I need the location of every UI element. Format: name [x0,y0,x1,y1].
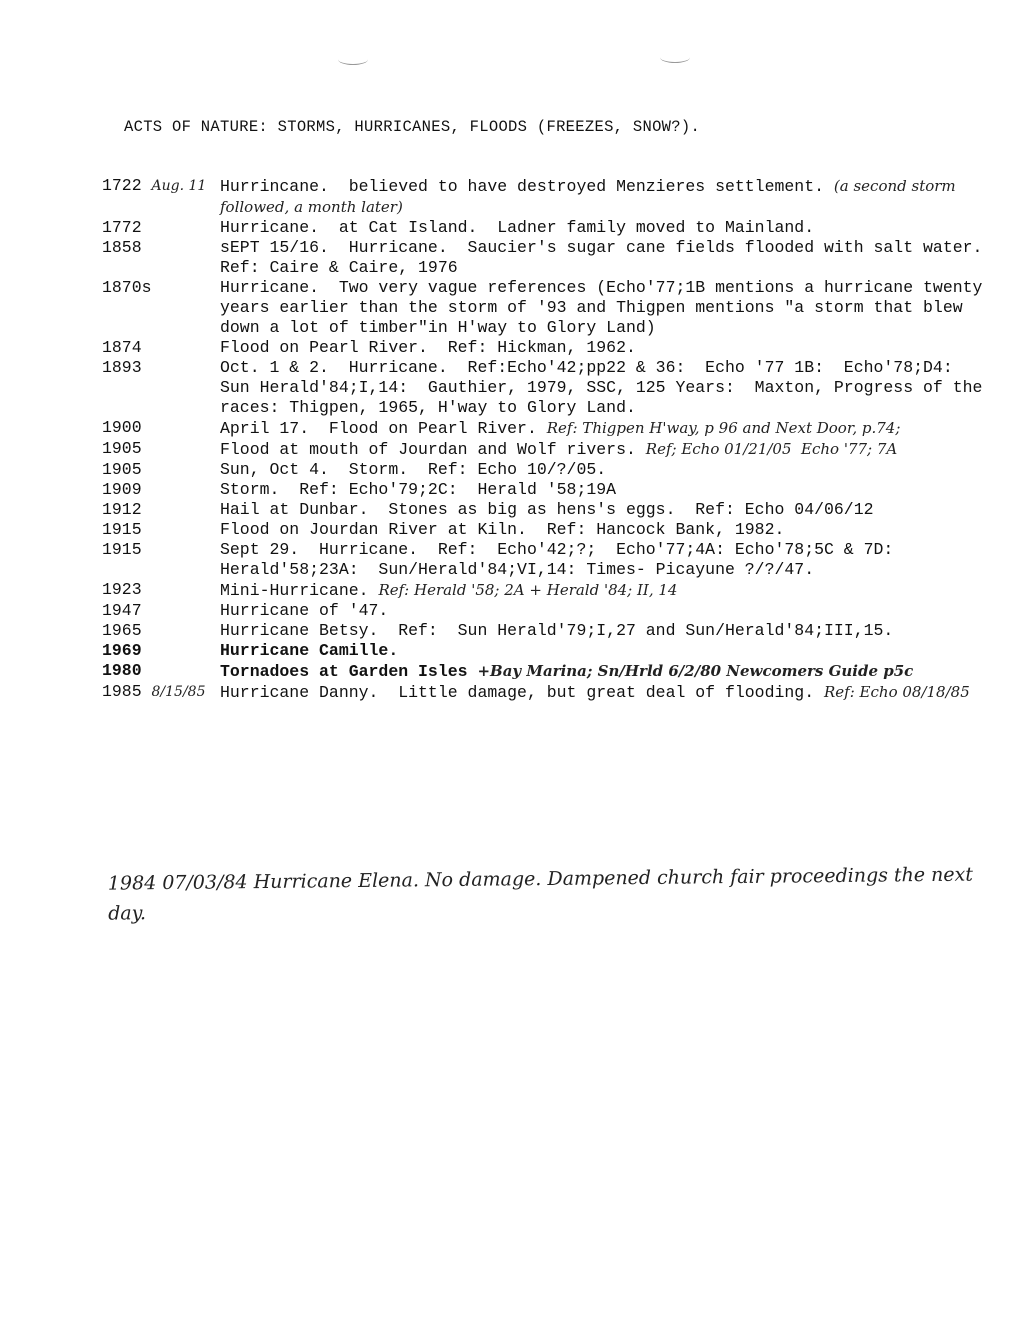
entry-row [102,418,1002,439]
entry-year-text: 1870s [102,278,152,297]
entry-row [102,176,1002,218]
entry-year-text: 1900 [102,418,142,437]
entry-text [220,418,1002,439]
entry-text [220,500,1002,520]
entry-year-handwritten: Aug. 11 [151,178,207,194]
entry-year [102,540,220,580]
entry-typed-text: Sept 29. Hurricane. Ref: Echo'42;?; Echo'77;4A: Echo'78;5C & 7D: Herald'58;23A: Sun/Herald'84;VI,14: Times- Picayune ?/?/47. [220,540,914,579]
entry-year [102,439,220,460]
entry-year [102,460,220,480]
entry-year-text: 1772 [102,218,142,237]
entry-typed-text: Hurricane. at Cat Island. Ladner family moved to Mainland. [220,218,815,237]
entry-handwritten-annotation: Ref; Echo 01/21/05 Echo '77; 7A [645,440,898,458]
entry-year [102,218,220,238]
entry-year-text: 1874 [102,338,142,357]
entry-typed-text: April 17. Flood on Pearl River. [220,419,537,438]
entry-year-text: 1909 [102,480,142,499]
entry-typed-text: Hurrincane. believed to have destroyed Menzieres settlement. [220,177,824,196]
entry-handwritten-annotation: Ref: Echo 08/18/85 [824,683,970,701]
entry-text [220,540,1002,580]
entry-year [102,621,220,641]
entry-year [102,418,220,439]
entry-row [102,218,1002,238]
entry-row [102,540,1002,580]
entry-year [102,480,220,500]
entry-year [102,601,220,621]
entry-typed-text: Sun, Oct 4. Storm. Ref: Echo 10/?/05. [220,460,607,479]
entry-year [102,238,220,278]
entry-text [220,520,1002,540]
entry-year-text: 1969 [102,641,142,660]
entry-typed-text: Hurricane Betsy. Ref: Sun Herald'79;I,27 and Sun/Herald'84;III,15. [220,621,894,640]
entry-year [102,641,220,661]
entry-year-text: 1923 [102,580,142,599]
entry-year-text: 1858 [102,238,142,257]
page-title: ACTS OF NATURE: STORMS, HURRICANES, FLOODS (FREEZES, SNOW?). [124,118,701,136]
entry-typed-text: Flood on Pearl River. Ref: Hickman, 1962. [220,338,636,357]
entry-year [102,358,220,418]
entry-year [102,520,220,540]
entry-row [102,278,1002,338]
entry-typed-text: Flood on Jourdan River at Kiln. Ref: Hancock Bank, 1982. [220,520,785,539]
entry-text [220,238,1002,278]
entry-typed-text: Flood at mouth of Jourdan and Wolf rivers. [220,440,636,459]
entry-row [102,641,1002,661]
entry-year-text: 1915 [102,520,142,539]
entry-text [220,358,1002,418]
scan-mark [338,54,368,65]
entry-row [102,480,1002,500]
entry-row [102,358,1002,418]
entry-year-text: 1905 [102,460,142,479]
entry-typed-text: Mini-Hurricane. [220,581,369,600]
entry-year-text: 1947 [102,601,142,620]
entry-typed-text: Oct. 1 & 2. Hurricane. Ref:Echo'42;pp22 & 36: Echo '77 1B: Echo'78;D4: Sun Herald'84;I,14: Gauthier, 1979, SSC, 125 Years: Maxton, Progress of the races: Thigpen, 1965, H'way to Glory Land. [220,358,993,417]
entry-row [102,621,1002,641]
entry-row [102,460,1002,480]
entry-handwritten-annotation: Ref: Thigpen H'way, p 96 and Next Door, p.74; [546,419,901,437]
entry-year [102,176,220,218]
entry-year-text: 1980 [102,661,142,680]
entry-typed-text: Hurricane Danny. Little damage, but great deal of flooding. [220,683,815,702]
entry-list [102,176,1002,703]
entry-row [102,238,1002,278]
entry-text [220,641,1002,661]
entry-text [220,176,1002,218]
entry-text [220,439,1002,460]
entry-text [220,661,1002,682]
entry-typed-text: sEPT 15/16. Hurricane. Saucier's sugar cane fields flooded with salt water. Ref: Caire & Caire, 1976 [220,238,1003,277]
entry-year-text: 1912 [102,500,142,519]
entry-handwritten-annotation: Ref: Herald '58; 2A + Herald '84; II, 14 [378,581,678,599]
entry-year [102,500,220,520]
entry-row [102,520,1002,540]
entry-year-handwritten: 8/15/85 [151,684,206,700]
entry-year-text: 1905 [102,439,142,458]
entry-typed-text: Storm. Ref: Echo'79;2C: Herald '58;19A [220,480,617,499]
entry-year-text: 1893 [102,358,142,377]
entry-year [102,278,220,338]
entry-year [102,682,220,703]
entry-typed-text: Hurricane Camille. [220,641,399,660]
entry-row [102,580,1002,601]
entry-typed-text: Hurricane. Two very vague references (Echo'77;1B mentions a hurricane twenty years earlier than the storm of '93 and Thigpen mentions "a storm that blew down a lot of timber"in H'way to Glory Land) [220,278,993,337]
entry-typed-text: Tornadoes at Garden Isles [220,662,468,681]
entry-year-text: 1965 [102,621,142,640]
entry-year-text: 1985 [102,682,142,701]
handwritten-note: 1984 07/03/84 Hurricane Elena. No damage. Dampened church fair proceedings the next day. [107,863,974,925]
entry-year-text: 1915 [102,540,142,559]
entry-handwritten-annotation: +Bay Marina; Sn/Hrld 6/2/80 Newcomers Guide p5c [477,662,914,680]
scan-mark [660,52,690,63]
entry-row [102,439,1002,460]
entry-row [102,338,1002,358]
entry-year-text: 1722 [102,176,142,195]
entry-row [102,601,1002,621]
entry-year [102,580,220,601]
entry-typed-text: Hail at Dunbar. Stones as big as hens's eggs. Ref: Echo 04/06/12 [220,500,874,519]
entry-text [220,278,1002,338]
entry-text [220,601,1002,621]
entry-row [102,682,1002,703]
entry-text [220,338,1002,358]
entry-text [220,460,1002,480]
entry-typed-text: Hurricane of '47. [220,601,389,620]
entry-year [102,661,220,682]
entry-year [102,338,220,358]
entry-handwritten-annotation: (a second storm followed, a month later) [220,177,961,216]
entry-text [220,580,1002,601]
entry-text [220,682,1002,703]
entry-text [220,480,1002,500]
entry-row [102,661,1002,682]
entry-row [102,500,1002,520]
entry-text [220,621,1002,641]
entry-text [220,218,1002,238]
